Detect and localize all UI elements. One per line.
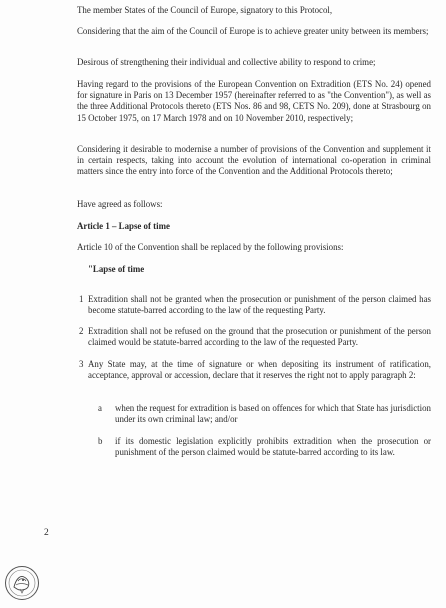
- paragraph-considering-modernise: Considering it desirable to modernise a number of provisions of the Convention and supplement it in certain respects, taking into account the evolution of international co-operation in criminal matters since the entry into force of the Convention and the Additional Protocols thereto;: [77, 144, 431, 177]
- item-text: Extradition shall not be granted when the prosecution or punishment of the person claimed has become statute-barred according to the law of the requesting Party.: [88, 294, 431, 316]
- paragraph-preamble: The member States of the Council of Europe, signatory to this Protocol,: [77, 5, 333, 15]
- item-number: 1: [79, 294, 84, 304]
- page-number: 2: [44, 528, 49, 538]
- item-text: Any State may, at the time of signature or when depositing its instrument of ratification, acceptance, approval or accession, declare that it reserves the right not to apply paragraph 2:: [88, 359, 431, 381]
- subitem-text: if its domestic legislation explicitly prohibits extradition when the prosecution or punishment of the person claimed would be statute-barred according to its law.: [115, 436, 431, 458]
- paragraph-having-regard: Having regard to the provisions of the European Convention on Extradition (ETS No. 24) opened for signature in Paris on 13 December 1957 (hereinafter referred to as "the Convention"), as well as the three Additional Protocols thereto (ETS Nos. 86 and 98, CETS No. 209), done at Strasbourg on 15 October 1975, on 17 March 1978 and on 10 November 2010, respectively;: [77, 79, 431, 123]
- paragraph-article-10: Article 10 of the Convention shall be replaced by the following provisions:: [77, 242, 344, 252]
- council-seal-icon: [4, 565, 40, 601]
- subitem-letter: b: [98, 436, 103, 446]
- paragraph-agreed: Have agreed as follows:: [77, 199, 163, 209]
- subitem-text: when the request for extradition is based on offences for which that State has jurisdiction under its own criminal law; and/or: [115, 403, 431, 425]
- item-text: Extradition shall not be refused on the ground that the prosecution or punishment of the person claimed would be statute-barred according to the law of the requested Party.: [88, 326, 431, 348]
- subitem-letter: a: [98, 403, 102, 413]
- paragraph-considering-unity: Considering that the aim of the Council of Europe is to achieve greater unity between its members;: [77, 26, 429, 36]
- article-heading: Article 1 – Lapse of time: [77, 221, 170, 231]
- item-number: 2: [79, 326, 84, 336]
- quote-heading: "Lapse of time: [88, 264, 145, 274]
- paragraph-desirous: Desirous of strengthening their individual and collective ability to respond to crime;: [77, 57, 376, 67]
- item-number: 3: [79, 359, 84, 369]
